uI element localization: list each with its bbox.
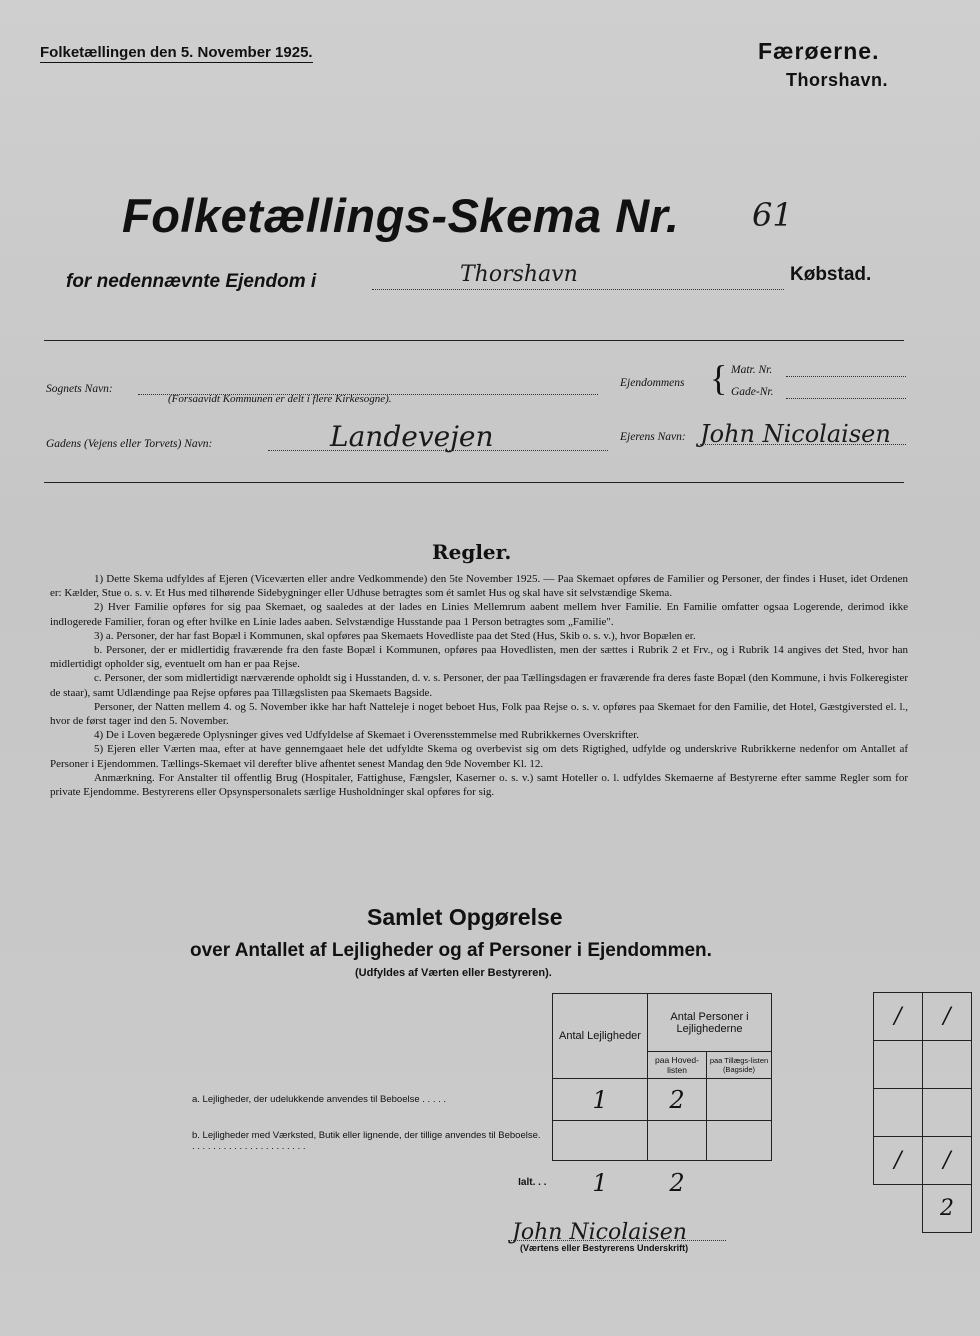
row-b-supplement	[707, 1121, 772, 1161]
property-label: for nedennævnte Ejendom i	[66, 271, 317, 292]
tally-cell: /	[923, 993, 972, 1041]
signature-caption: (Værtens eller Bestyrerens Underskrift)	[520, 1243, 689, 1253]
gade-dotline	[786, 398, 906, 399]
signature-dotline	[508, 1240, 726, 1241]
street-value: Landevejen	[330, 420, 494, 453]
rules-title: Regler.	[432, 540, 512, 564]
tally-cell	[923, 1041, 972, 1089]
total-main: 2	[669, 1168, 685, 1197]
census-date-header: Folketællingen den 5. November 1925.	[40, 44, 313, 61]
total-label: Ialt. . .	[518, 1177, 547, 1188]
row-a-label: a. Lejligheder, der udelukkende anvendes til Beboelse . . . . .	[192, 1094, 447, 1105]
rule-paragraph-1: 1) Dette Skema udfyldes af Ejeren (Viceværten eller andre Vedkommende) den 5te November 1925. — Paa Skemaet opføres de Familier og Personer, der findes i Huset, idet Ordenen er: Kælder, Stue o. s. v. Et Hus med tilhørende Sidebygninger eller Udhuse betragtes som ét samlet Hus og skal have sit selvstændige Skema.	[50, 573, 908, 600]
town-type-label: Købstad.	[790, 264, 872, 285]
signature: John Nicolaisen	[512, 1220, 687, 1245]
property-ref-label: Ejendommens	[620, 377, 685, 389]
col-supplement-header: paa Tillægs-listen (Bagside)	[707, 1052, 772, 1079]
summary-subtitle: over Antallet af Lejligheder og af Personer i Ejendommen.	[190, 940, 712, 961]
total-apartments: 1	[592, 1168, 608, 1197]
row-b-apartments	[553, 1121, 648, 1161]
tally-cell: /	[874, 993, 923, 1041]
town-dotline	[372, 289, 784, 290]
col-apartments-header: Antal Lejligheder	[553, 994, 648, 1079]
tally-cell: 2	[923, 1185, 972, 1233]
region-header: Færøerne.	[758, 38, 880, 64]
form-title: Folketællings-Skema Nr.	[122, 189, 680, 242]
matr-dotline	[786, 376, 906, 377]
tally-cell	[923, 1089, 972, 1137]
owner-value: John Nicolaisen	[700, 420, 891, 448]
rules-body	[50, 572, 908, 799]
rule-paragraph-3b: b. Personer, der er midlertidig fraværende fra den faste Bopæl i Kommunen, opføres paa Hovedlisten, men der sættes i Rubrik 2 et Frv., og i Rubrik 14 angives det Sted, hvor han midlertidigt opholder sig, eventuelt om han er paa Rejse.	[50, 644, 908, 671]
row-a-supplement	[707, 1079, 772, 1121]
owner-label: Ejerens Navn:	[620, 431, 686, 443]
tally-cell	[874, 1041, 923, 1089]
row-b-label: b. Lejligheder med Værksted, Butik eller lignende, der tillige anvendes til Beboelse. . . . . . . . . . . . . . . . . . . . . . .	[192, 1129, 541, 1152]
tally-cell: /	[923, 1137, 972, 1185]
divider-bottom	[44, 482, 904, 483]
matr-label: Matr. Nr.	[731, 364, 773, 376]
total-supplement	[707, 1161, 772, 1205]
rule-paragraph-2: 2) Hver Familie opføres for sig paa Skemaet, og saaledes at der lades en Linies Mellemrum aabent mellem hver Familie. En Familie omfatter ogsaa Logerende, derimod ikke indlogerede Familier, foran og efter hvilke en Linie lades aaben. Selvstændige Husstande paa 1 Person betragtes som „Familie".	[50, 601, 908, 628]
gade-label: Gade-Nr.	[731, 386, 774, 398]
rule-paragraph-night: Personer, der Natten mellem 4. og 5. November ikke har haft Natteleje i noget beboet Hus, Folk paa Rejse o. s. v. opføres paa Skemaet for den Familie, det Hotel, Gæstgiversted el. l., hvor de først tager ind den 5. November.	[50, 700, 908, 728]
divider-top	[44, 340, 904, 341]
rule-paragraph-3c: c. Personer, der som midlertidigt nærværende opholdt sig i Husstanden, d. v. s. Personer, der paa Tællingsdagen er fraværende fra deres faste Bopæl (den Kommune, i hvis Folkeregister de staar), samt Udlændinge paa Rejse opføres paa Tillægslisten paa Skemaets Bagside.	[50, 672, 908, 699]
rule-paragraph-4: 4) De i Loven begærede Oplysninger gives ved Udfyldelse af Skemaet i Overensstemmelse med Rubrikkernes Overskrifter.	[94, 729, 639, 742]
summary-table	[188, 993, 772, 1205]
tally-cell	[874, 1089, 923, 1137]
rule-paragraph-note: Anmærkning. For Anstalter til offentlig Brug (Hospitaler, Fattighuse, Fængsler, Kaserner o. s. v.) samt Hoteller o. l. udfyldes Skemaerne af Bestyrerne efter samme Regler som for private Ejendomme. Bestyrerens eller Opsynspersonalets særlige Husholdninger skal opføres for sig.	[50, 771, 908, 799]
summary-title: Samlet Opgørelse	[367, 904, 563, 930]
town-header: Thorshavn.	[786, 70, 889, 90]
summary-note: (Udfyldes af Værten eller Bestyreren).	[355, 967, 552, 979]
owner-dotline	[700, 444, 906, 445]
parish-label: Sognets Navn:	[46, 383, 113, 395]
rule-paragraph-5: 5) Ejeren eller Værten maa, efter at have gennemgaaet hele det udfyldte Skema og overbevist sig om dets Rigtighed, udfylde og underskrive Rubrikkerne nedenfor om Antallet af Personer i Ejendommen. Tællings-Skemaet vil derefter blive afhentet senest Mandag den 9de November Kl. 12.	[50, 743, 908, 770]
town-value: Thorshavn	[460, 262, 578, 287]
parish-note: (Forsaavidt Kommunen er delt i flere Kirkesogne).	[168, 393, 392, 405]
row-a-apartments: 1	[553, 1079, 648, 1121]
col-persons-header: Antal Personer i Lejlighederne	[648, 994, 772, 1052]
side-tally-grid	[873, 992, 972, 1233]
tally-cell	[874, 1185, 923, 1233]
rule-paragraph-3a: 3) a. Personer, der har fast Bopæl i Kommunen, skal opføres paa Skemaets Hovedliste paa det Sted (Hus, Skib o. s. v.), hvor Bopælen er.	[94, 629, 696, 642]
street-label: Gadens (Vejens eller Torvets) Navn:	[46, 438, 213, 450]
row-a-main: 2	[648, 1079, 707, 1121]
row-b-main	[648, 1121, 707, 1161]
tally-cell: /	[874, 1137, 923, 1185]
col-main-list-header: paa Hoved-listen	[648, 1052, 707, 1079]
street-dotline	[268, 450, 608, 451]
brace-glyph: {	[710, 358, 728, 398]
form-number: 61	[752, 196, 793, 234]
